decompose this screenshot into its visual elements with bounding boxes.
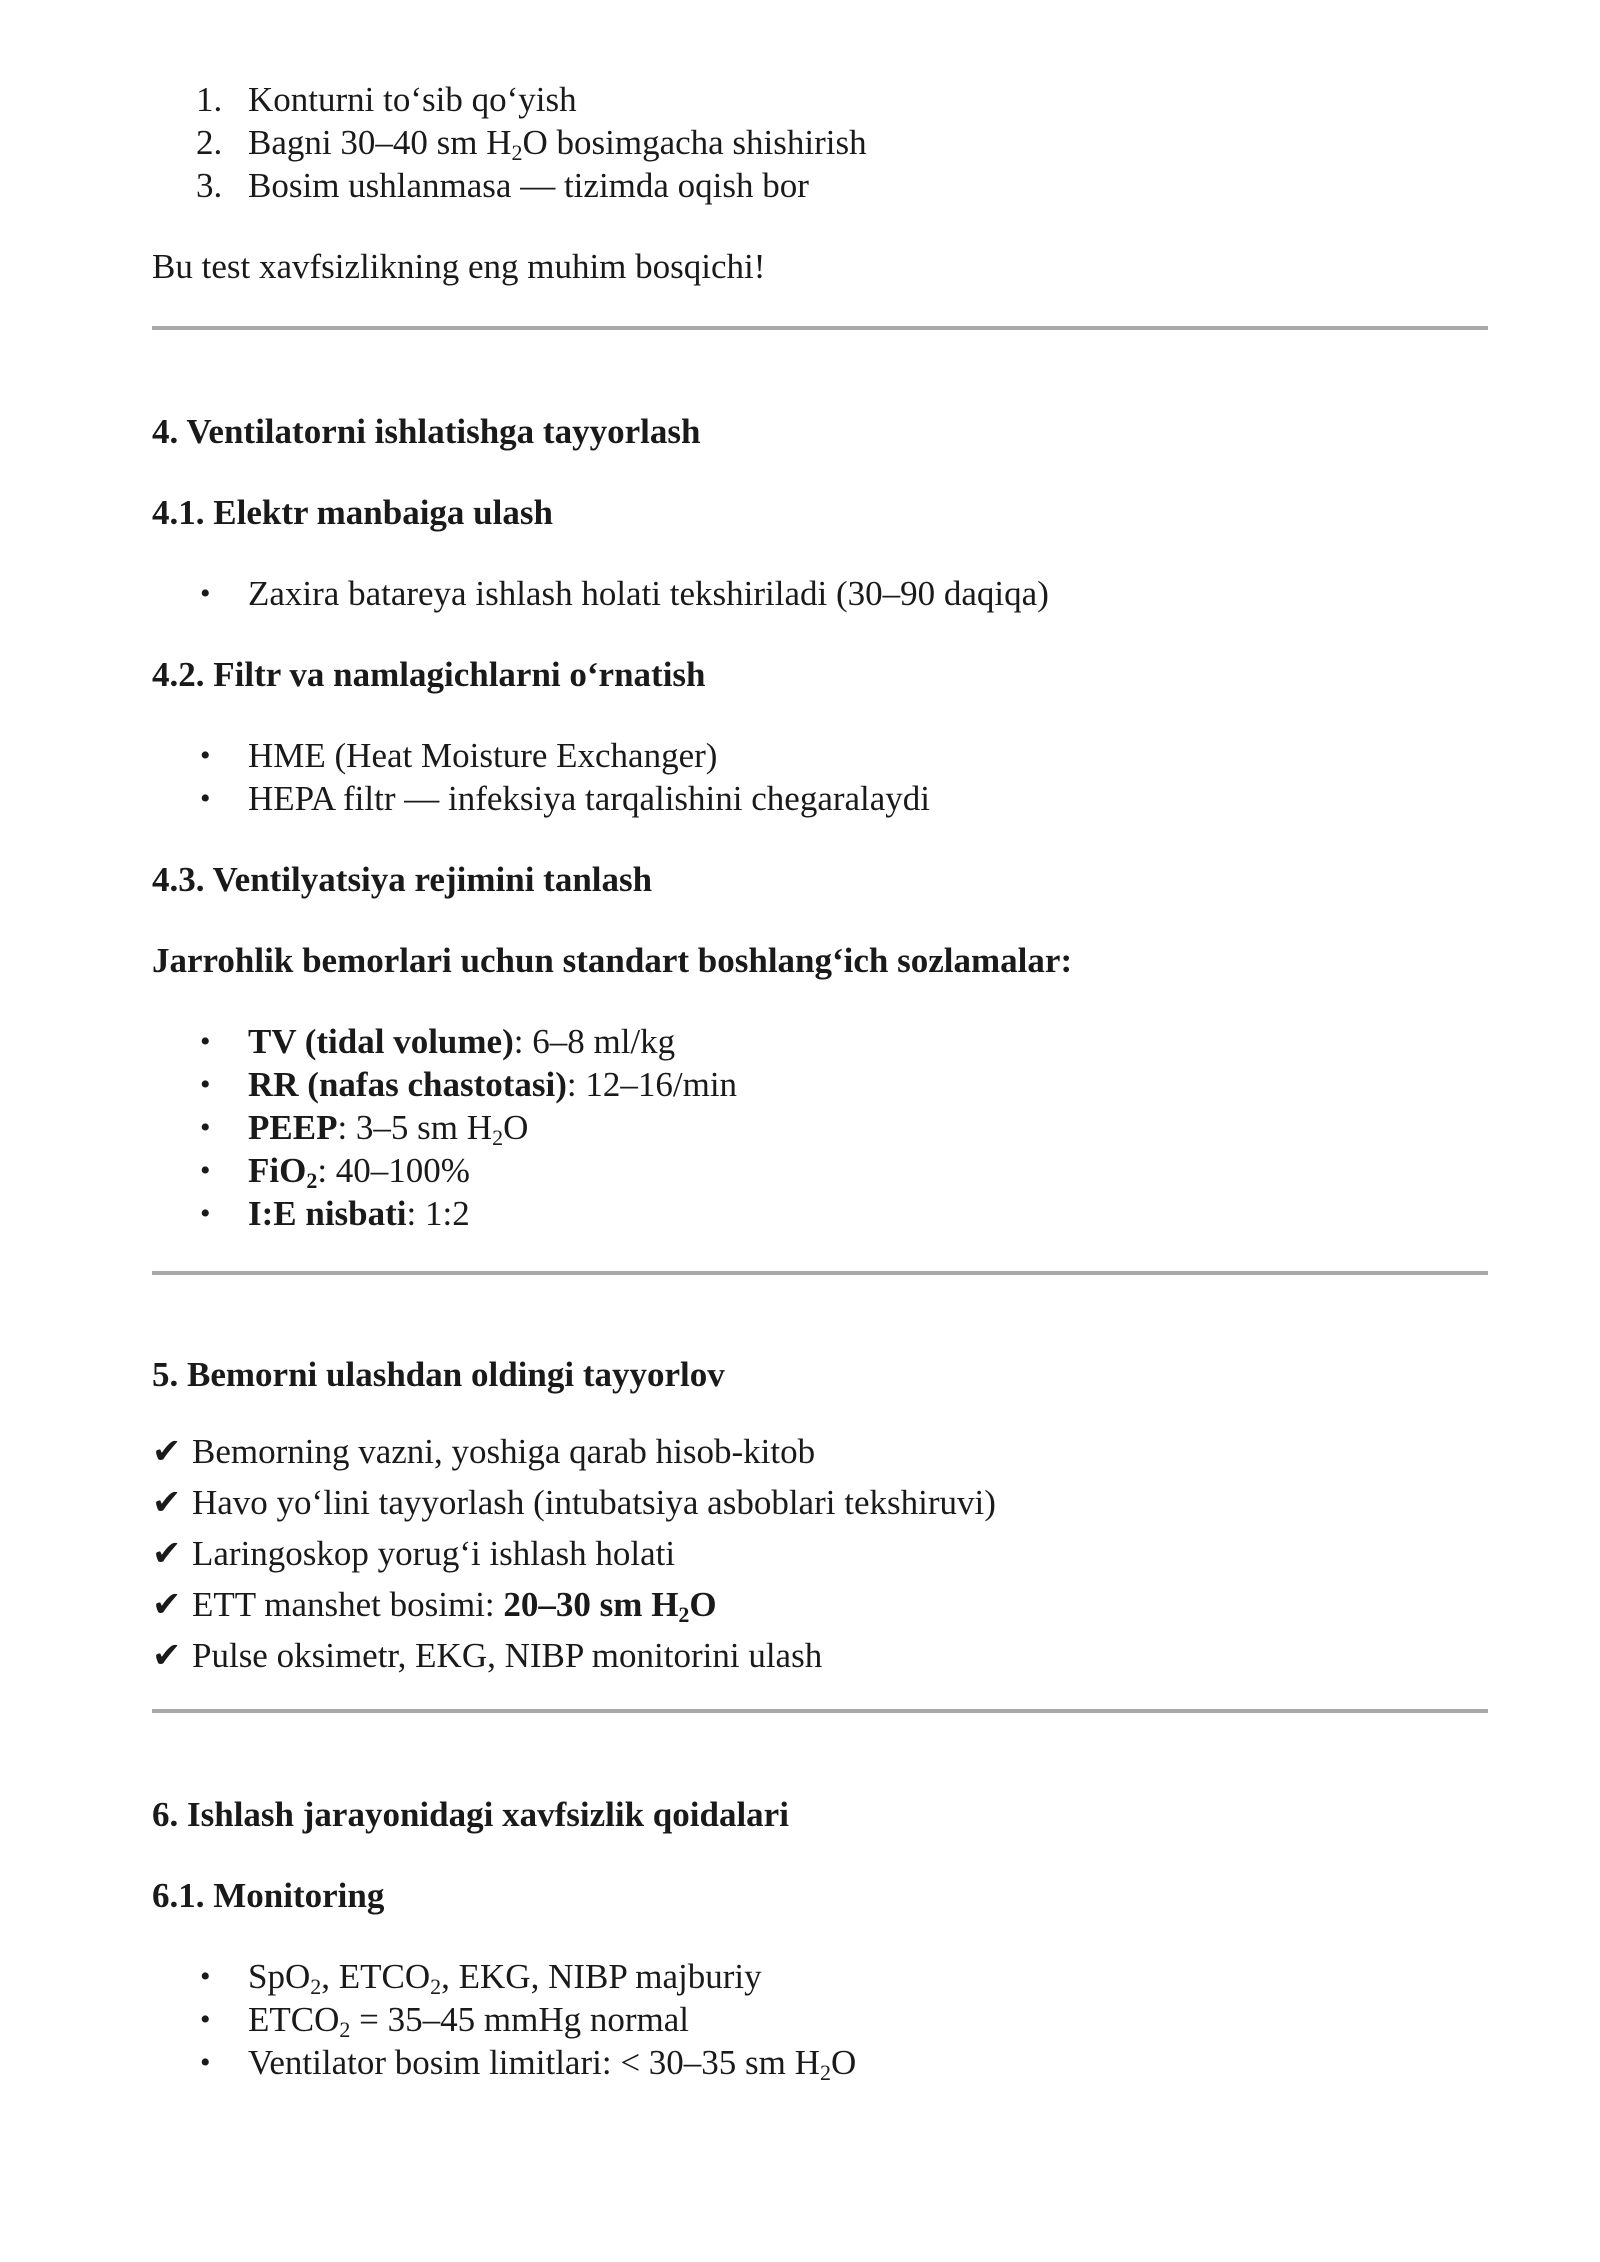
setting-fio2: • FiO$_2$: 40–100% [200, 1151, 470, 1193]
section-4-2-list [152, 734, 1492, 820]
setting-ie-ratio: • I:E nisbati: 1:2 [200, 1194, 470, 1233]
document-page [152, 78, 1492, 2084]
list-item: • $ETCO_2 = 35-45$ mmHg normal [200, 2000, 689, 2042]
list-item [152, 78, 1492, 121]
section-6-title: 6. Ishlash jarayonidagi xavfsizlik qoidalari [152, 1795, 789, 1834]
section-6-1-title: 6.1. Monitoring [152, 1876, 385, 1915]
list-number: 3. [196, 166, 223, 205]
section-5-title: 5. Bemorni ulashdan oldingi tayyorlov [152, 1355, 725, 1394]
checklist-item: ✔ Bemorning vazni, yoshiga qarab hisob-kitob [152, 1426, 1492, 1477]
check-icon: ✔ [152, 1432, 182, 1471]
setting-peep: • PEEP: 3–5 sm $H_2O$ [200, 1108, 529, 1150]
section-4-1-title: 4.1. Elektr manbaiga ulash [152, 493, 553, 532]
list-item: • HEPA filtr — infeksiya tarqalishini chegaralaydi [200, 779, 931, 818]
list-item: • Ventilator bosim limitlari: < 30–35 sm $H_2O$ [200, 2043, 857, 2085]
checklist-item: ✔ Laringoskop yorug‘i ishlash holati [152, 1528, 1492, 1579]
settings-subtitle: Jarrohlik bemorlari uchun standart boshlang‘ich sozlamalar: [152, 941, 1073, 980]
section-4-2-title: 4.2. Filtr va namlagichlarni o‘rnatish [152, 655, 706, 694]
list-item: • SpO$_2$, $ETCO_2$, EKG, NIBP majburiy [200, 1957, 762, 1999]
check-icon: ✔ [152, 1534, 182, 1573]
section-4-3-title: 4.3. Ventilyatsiya rejimini tanlash [152, 860, 653, 899]
checklist [152, 1426, 1492, 1681]
list-text: Bagni 30–40 sm $H_2O$ bosimgacha shishirish [248, 123, 867, 165]
check-icon: ✔ [152, 1636, 182, 1675]
list-number: 2. [196, 123, 223, 162]
list-item [152, 164, 1492, 207]
leak-test-steps [152, 78, 1492, 207]
checklist-item: ✔ ETT manshet bosimi: 20–30 sm $H_2O$ [152, 1579, 1492, 1630]
setting-rr: • RR (nafas chastotasi): 12–16/min [200, 1065, 738, 1104]
list-number: 1. [196, 80, 223, 119]
list-item: • Zaxira batareya ishlash holati tekshiriladi (30–90 daqiqa) [200, 574, 1049, 613]
monitoring-list [152, 1955, 1492, 2084]
list-text: Konturni to‘sib qo‘yish [248, 80, 577, 119]
check-icon: ✔ [152, 1585, 182, 1624]
list-item: • HME (Heat Moisture Exchanger) [200, 736, 718, 775]
section-4-title: 4. Ventilatorni ishlatishga tayyorlash [152, 412, 701, 451]
check-icon: ✔ [152, 1483, 182, 1522]
setting-tv: • TV (tidal volume): 6–8 ml/kg [200, 1022, 676, 1061]
section-4-1-list [152, 572, 1492, 615]
checklist-item: ✔ Pulse oksimetr, EKG, NIBP monitorini ulash [152, 1630, 1492, 1681]
list-item [152, 121, 1492, 164]
safety-note: Bu test xavfsizlikning eng muhim bosqichi! [152, 247, 766, 286]
checklist-item: ✔ Havo yo‘lini tayyorlash (intubatsiya asboblari tekshiruvi) [152, 1477, 1492, 1528]
ventilator-settings-list [152, 1020, 1492, 1235]
list-text: Bosim ushlanmasa — tizimda oqish bor [248, 166, 809, 205]
